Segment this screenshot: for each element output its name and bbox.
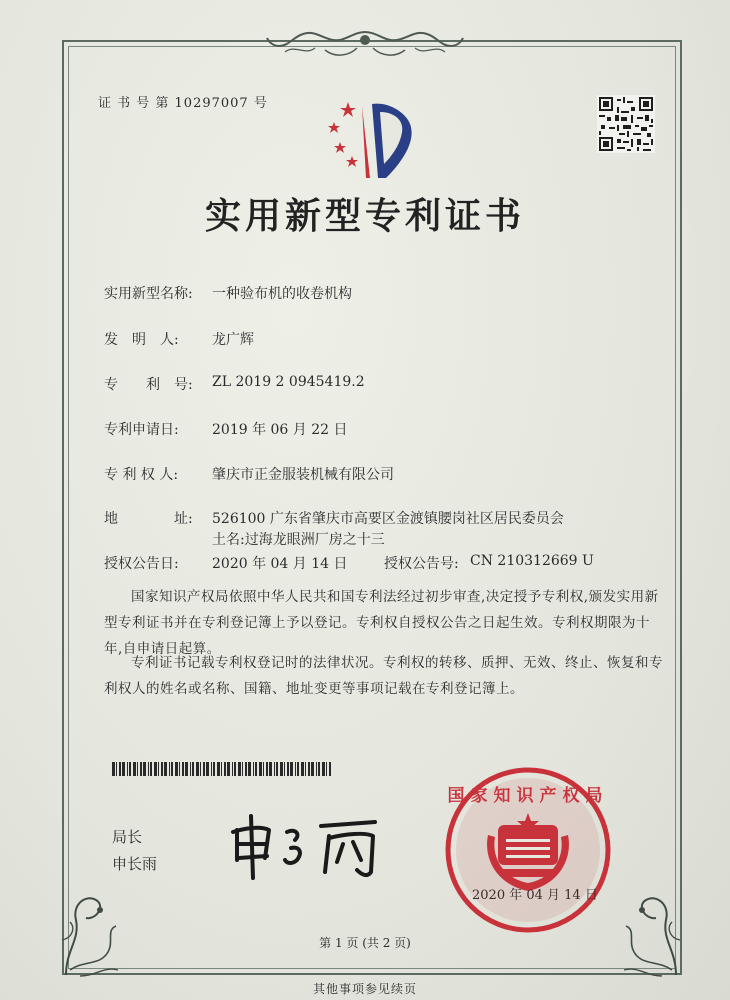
official-seal bbox=[443, 765, 613, 935]
top-ornament bbox=[265, 26, 465, 62]
patent-number-label: 专 利 号: bbox=[104, 377, 193, 393]
address-value-line2: 土名:过海龙眼洲厂房之十三 bbox=[212, 532, 385, 548]
page-number: 第 1 页 (共 2 页) bbox=[319, 936, 411, 950]
address-value-line1: 526100 广东省肇庆市高要区金渡镇腰岗社区居民委员会 bbox=[212, 511, 564, 527]
grant-number-label: 授权公告号: bbox=[384, 556, 459, 572]
certificate-title: 实用新型专利证书 bbox=[204, 195, 525, 237]
grant-statement-paragraph: 国家知识产权局依照中华人民共和国专利法经过初步审查,决定授予专利权,颁发实用新型专利证书并在专利登记簿上予以登记。专利权自授权公告之日起生效。专利权期限为十年,自申请日起算。 bbox=[104, 589, 659, 657]
seal-date: 2020 年 04 月 14 日 bbox=[472, 888, 598, 903]
inventor-value: 龙广辉 bbox=[212, 332, 254, 348]
grant-number-value: CN 210312669 U bbox=[470, 553, 594, 569]
handwritten-signature bbox=[225, 808, 395, 883]
filing-date-label: 专利申请日: bbox=[104, 422, 179, 438]
certificate-number: 证 书 号 第 10297007 号 bbox=[98, 96, 268, 111]
bottom-right-ornament bbox=[606, 880, 686, 980]
bottom-left-ornament bbox=[56, 880, 136, 980]
utility-model-name-label: 实用新型名称: bbox=[104, 286, 193, 302]
legal-status-paragraph: 专利证书记载专利权登记时的法律状况。专利权的转移、质押、无效、终止、恢复和专利权人的姓名或名称、国籍、地址变更等事项记载在专利登记簿上。 bbox=[104, 655, 663, 697]
grant-date-label: 授权公告日: bbox=[104, 556, 179, 572]
patent-number-value: ZL 2019 2 0945419.2 bbox=[212, 374, 365, 390]
address-label: 地 址: bbox=[104, 511, 193, 527]
seal-text: 国家知识产权局 bbox=[447, 786, 609, 806]
barcode-icon bbox=[112, 762, 334, 776]
patentee-value: 肇庆市正金服装机械有限公司 bbox=[212, 467, 394, 483]
inventor-label: 发 明 人: bbox=[104, 332, 179, 348]
continuation-note: 其他事项参见续页 bbox=[312, 982, 417, 996]
patent-office-emblem-icon bbox=[320, 98, 430, 180]
filing-date-value: 2019 年 06 月 22 日 bbox=[212, 422, 348, 438]
utility-model-name-value: 一种验布机的收卷机构 bbox=[212, 286, 352, 302]
qr-code-icon bbox=[597, 95, 655, 153]
signatory-name: 申长雨 bbox=[112, 855, 158, 873]
signatory-role: 局长 bbox=[112, 828, 143, 846]
patentee-label: 专 利 权 人: bbox=[104, 467, 179, 483]
grant-date-value: 2020 年 04 月 14 日 bbox=[212, 556, 348, 572]
